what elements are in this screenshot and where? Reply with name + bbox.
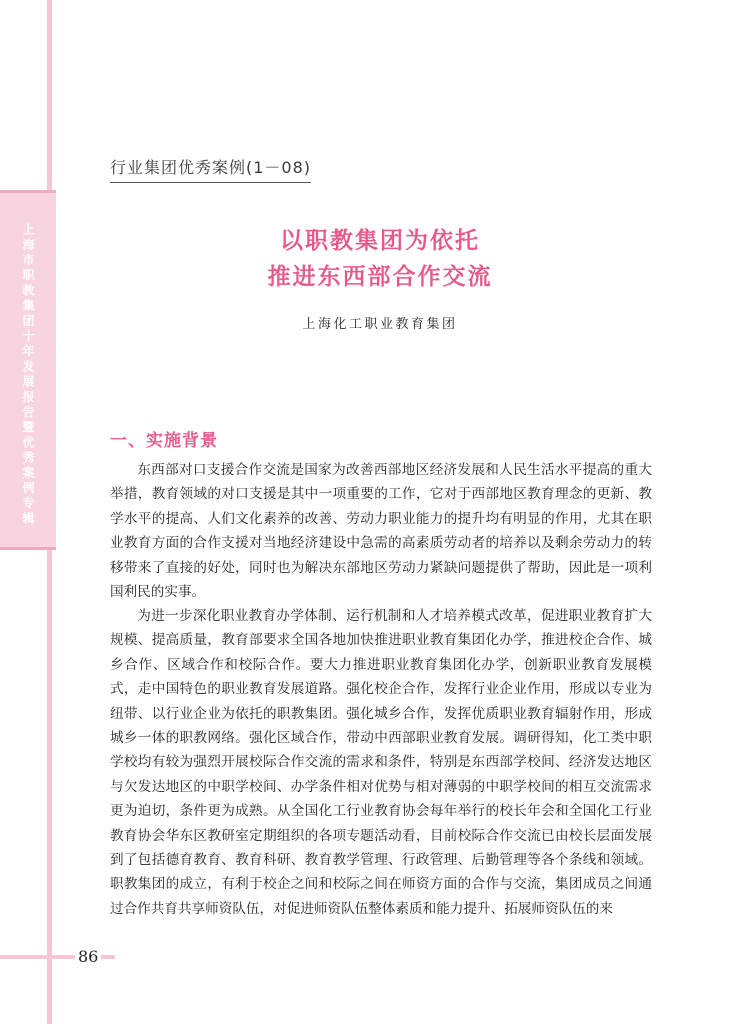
page-number: 86	[75, 947, 101, 966]
running-head: 行业集团优秀案例(1－08)	[110, 155, 311, 183]
article-title-line-2: 推进东西部合作交流	[267, 264, 493, 290]
article-author: 上海化工职业教育集团	[302, 317, 458, 332]
article-title-line-1: 以职教集团为依托	[280, 228, 480, 254]
side-tab	[0, 190, 56, 550]
side-tab-title: 上海市职教集团十年发展报告暨优秀案例专辑	[21, 223, 35, 527]
paragraph-1: 东西部对口支援合作交流是国家为改善西部地区经济发展和人民生活水平提高的重大举措，教育领域的对口支援是其中一项重要的工作，它对于西部地区教育理念的更新、教学水平的提高、人们文化素养的改善、劳动力职业能力的提升均有明显的作用，尤其在职业教育方面的合作支援对当地经济建设中急需的高素质劳动者的培养以及剩余劳动力的转移带来了直接的好处，同时也为解决东部地区劳动力紧缺问题提供了帮助，因此是一项利国利民的实事。	[110, 462, 652, 601]
paragraph-2: 为进一步深化职业教育办学体制、运行机制和人才培养模式改革，促进职业教育扩大规模、提高质量，教育部要求全国各地加快推进职业教育集团化办学，推进校企合作、城乡合作、区域合作和校际合作。要大力推进职业教育集团化办学，创新职业教育发展模式，走中国特色的职业教育发展道路。强化校企合作，发挥行业企业作用，形成以专业为纽带、以行业企业为依托的职教集团。强化城乡合作，发挥优质职业教育辐射作用，形成城乡一体的职教网络。强化区域合作，带动中西部职业教育发展。调研得知，化工类中职学校均有较为强烈开展校际合作交流的需求和条件，特别是东西部学校间、经济发达地区与欠发达地区的中职学校间、办学条件相对优势与相对薄弱的中职学校间的相互交流需求更为迫切，条件更为成熟。从全国化工行业教育协会每年举行的校长年会和全国化工行业教育协会华东区教研室定期组织的各项专题活动看，目前校际合作交流已由校长层面发展到了包括德育教育、教育科研、教育教学管理、行政管理、后勤管理等各个条线和领域。职教集团的成立，有利于校企之间和校际之间在师资方面的合作与交流，集团成员之间通过合作共育共享师资队伍，对促进师资队伍整体素质和能力提升、拓展师资队伍的来	[110, 608, 652, 917]
section-heading: 一、实施背景	[110, 431, 218, 451]
